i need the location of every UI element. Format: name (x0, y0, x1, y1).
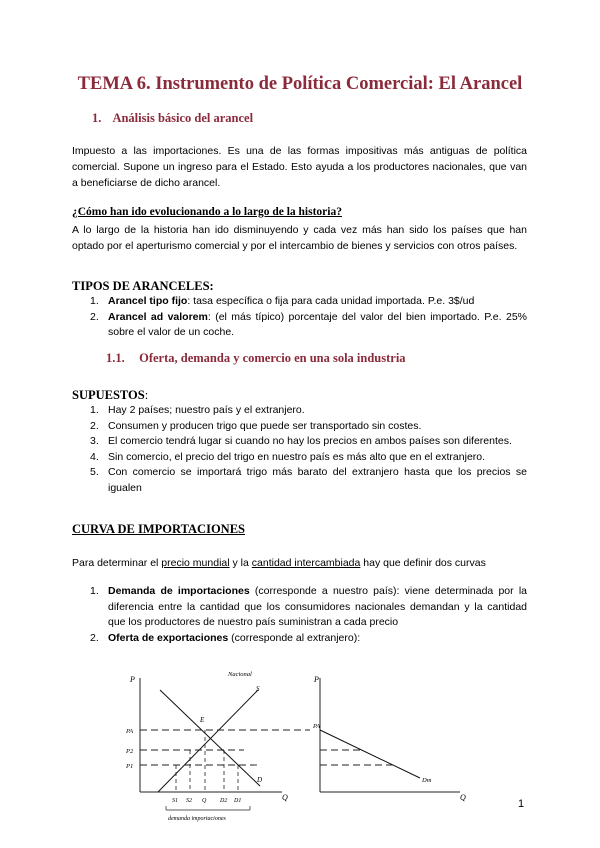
list-item: 1. Arancel tipo fijo: tasa específica o fija para cada unidad importada. P.e. 3$/ud (90, 295, 475, 307)
pa-label: PA (126, 728, 134, 735)
curva-intro: Para determinar el precio mundial y la cantidad intercambiada hay que definir dos curvas (72, 557, 486, 569)
supply-label: S (256, 685, 260, 693)
tick-s2: S2 (186, 798, 192, 804)
curva-heading: CURVA DE IMPORTACIONES (72, 522, 245, 536)
history-paragraph: A lo largo de la historia han ido disminuyendo y cada vez más han sido los países que han optado por el aperturismo comercial y por el intercambio de bienes y servicios con otros países. (72, 224, 527, 252)
list-item: 1. Hay 2 países; nuestro país y el extranjero. (90, 404, 305, 416)
tipos-list (72, 294, 527, 341)
footer-label: demanda importaciones (168, 816, 226, 822)
list-item: 3. El comercio tendrá lugar si cuando no hay los precios en ambos países son diferentes. (90, 435, 512, 447)
import-demand-curve (320, 730, 420, 778)
list-item: 2. Arancel ad valorem: (el más típico) porcentaje del valor del bien importado. P.e. 25% sobre el valor de un coche. (90, 310, 527, 338)
demand-curve (160, 690, 263, 786)
page-title: TEMA 6. Instrumento de Política Comercial: El Arancel (77, 74, 523, 94)
p1-label: P1 (126, 763, 134, 770)
intro-paragraph: Impuesto a las importaciones. Es una de las formas impositivas más antiguas de política comercial. Supone un ingreso para el Estado. Esto ayuda a los productores nacionales, que van a beneficiarse de dicho arancel. (72, 145, 527, 189)
tick-d2: D2 (220, 798, 228, 804)
list-item: 4. Sin comercio, el precio del trigo en nuestro país es más alto que en el extranjero. (90, 450, 486, 463)
section-number: 1. (92, 111, 102, 125)
right-p-label: P (314, 675, 319, 684)
tick-q: Q (202, 798, 207, 804)
list-item: 2. Oferta de exportaciones (corresponde al extranjero): (90, 631, 361, 644)
tipos-heading: TIPOS DE ARANCELES: (72, 279, 214, 293)
supuestos-heading: SUPUESTOS: (72, 388, 149, 402)
section-1-1-heading (106, 351, 406, 366)
section-title: Análisis básico del arancel (112, 111, 254, 125)
curva-list (72, 584, 527, 646)
import-demand-graph (110, 664, 490, 824)
section-number: 1.1. (106, 351, 125, 365)
dm-label: Dm (422, 777, 432, 784)
supuestos-list (72, 403, 527, 496)
right-q-label: Q (460, 793, 466, 802)
p2-label: P2 (126, 748, 134, 755)
right-pa-label: PA (313, 723, 321, 730)
supply-curve (158, 690, 258, 792)
tick-d1: D1 (234, 798, 242, 804)
left-p-label: P (130, 675, 135, 684)
nacional-label: Nacional (228, 671, 252, 678)
list-item: 1. Demanda de importaciones (corresponde a nuestro país): viene determinada por la diferencia entre la cantidad que los consumidores nacionales demandan y la cantidad que los productores de nuestro país suministran a cada precio (90, 585, 527, 628)
list-item: 2. Consumen y producen trigo que puede ser transportado sin costes. (90, 419, 422, 432)
section-title: Oferta, demanda y comercio en una sola industria (139, 351, 406, 365)
tick-s1: S1 (172, 798, 178, 804)
demand-label: D (257, 776, 263, 784)
left-q-label: Q (282, 793, 288, 802)
history-heading: ¿Cómo han ido evolucionando a lo largo de la historia? (72, 206, 342, 218)
equilibrium-label: E (200, 716, 205, 724)
list-item: 5. Con comercio se importará trigo más barato del extranjero hasta que los precios se igualen (90, 466, 527, 494)
page-number: 1 (518, 798, 525, 810)
section-1-heading (92, 111, 253, 126)
